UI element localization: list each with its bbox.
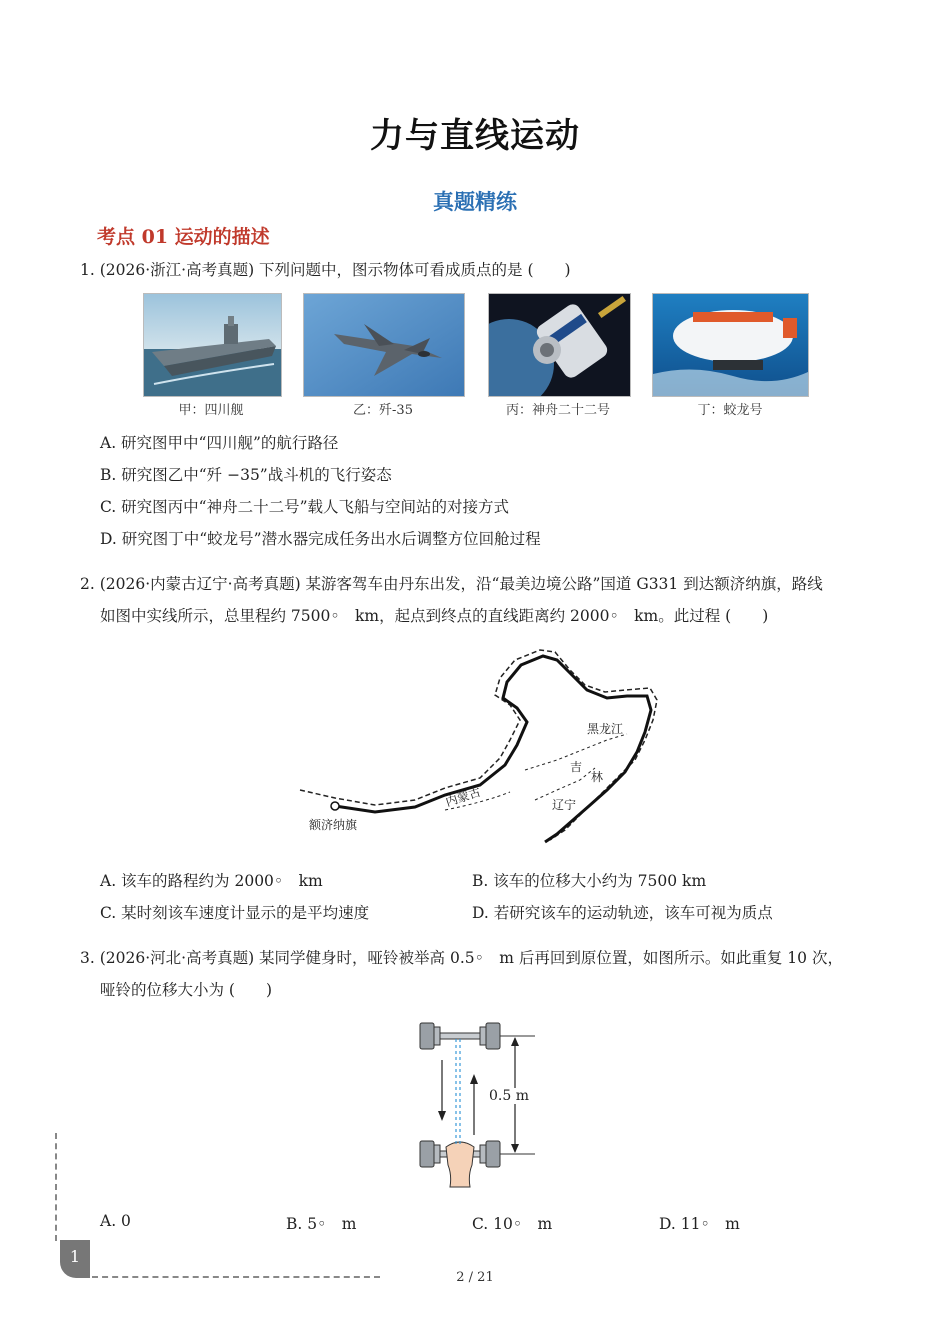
- map-label-lin: 林: [591, 770, 604, 784]
- q2-option-a: A. 该车的路程约为 2000◦ km: [100, 872, 323, 890]
- margin-dashed-line: [55, 1133, 57, 1241]
- question-2-stem-line1: 2. (2026·内蒙古辽宁·高考真题) 某游客驾车由丹东出发，沿“最美边境公路”国道 G331 到达额济纳旗，路线: [80, 575, 823, 593]
- q3-option-d: D. 11◦ m: [659, 1215, 740, 1233]
- q1-option-c: C. 研究图丙中“神舟二十二号”载人飞船与空间站的对接方式: [100, 498, 510, 516]
- section-title: 真题精练: [433, 190, 517, 214]
- q1-option-d: D. 研究图丁中“蛟龙号”潜水器完成任务出水后调整方位回舱过程: [100, 530, 541, 548]
- q1-option-b: B. 研究图乙中“歼 −35”战斗机的飞行姿态: [100, 466, 392, 484]
- q3-option-b: B. 5◦ m: [286, 1215, 357, 1233]
- photo-sichuan-ship: [143, 293, 282, 397]
- route-map: [295, 640, 665, 850]
- question-2-stem-line2: 如图中实线所示，总里程约 7500◦ km，起点到终点的直线距离约 2000◦ km。此过程 ( ): [100, 607, 769, 625]
- map-label-neimenggu: 内蒙古: [443, 784, 483, 810]
- dumbbell-figure: [410, 1015, 545, 1190]
- q2-option-c: C. 某时刻该车速度计显示的是平均速度: [100, 904, 370, 922]
- map-label-liaoning: 辽宁: [552, 798, 577, 812]
- caption-ding: 丁：蛟龙号: [697, 403, 763, 418]
- map-label-heilongjiang: 黑龙江: [587, 722, 624, 736]
- photo-jiaolong: [652, 293, 809, 397]
- q3-option-c: C. 10◦ m: [472, 1215, 553, 1233]
- question-3-stem-line2: 哑铃的位移大小为 ( ): [100, 981, 273, 999]
- map-label-ji: 吉: [570, 760, 583, 774]
- page-title: 力与直线运动: [370, 116, 580, 156]
- page-footer: 2 / 21: [456, 1270, 494, 1285]
- height-label: 0.5 m: [489, 1088, 529, 1104]
- caption-yi: 乙：歼-35: [353, 403, 413, 418]
- photo-j35-fighter: [303, 293, 465, 397]
- q2-option-b: B. 该车的位移大小约为 7500 km: [472, 872, 707, 890]
- page-number-badge: 1: [60, 1240, 90, 1278]
- topic-heading: 考点 01 运动的描述: [97, 226, 270, 248]
- caption-jia: 甲：四川舰: [178, 403, 244, 418]
- question-3-stem-line1: 3. (2026·河北·高考真题) 某同学健身时，哑铃被举高 0.5◦ m 后再回到原位置，如图所示。如此重复 10 次，: [80, 949, 843, 967]
- q3-option-a: A. 0: [100, 1212, 131, 1230]
- map-label-ejinaqi: 额济纳旗: [309, 818, 358, 832]
- q2-option-d: D. 若研究该车的运动轨迹，该车可视为质点: [472, 904, 773, 922]
- caption-bing: 丙：神舟二十二号: [505, 403, 610, 418]
- photo-shenzhou-22: [488, 293, 631, 397]
- q1-option-a: A. 研究图甲中“四川舰”的航行路径: [100, 434, 339, 452]
- question-1-stem: 1. (2026·浙江·高考真题) 下列问题中，图示物体可看成质点的是 ( ): [80, 261, 571, 279]
